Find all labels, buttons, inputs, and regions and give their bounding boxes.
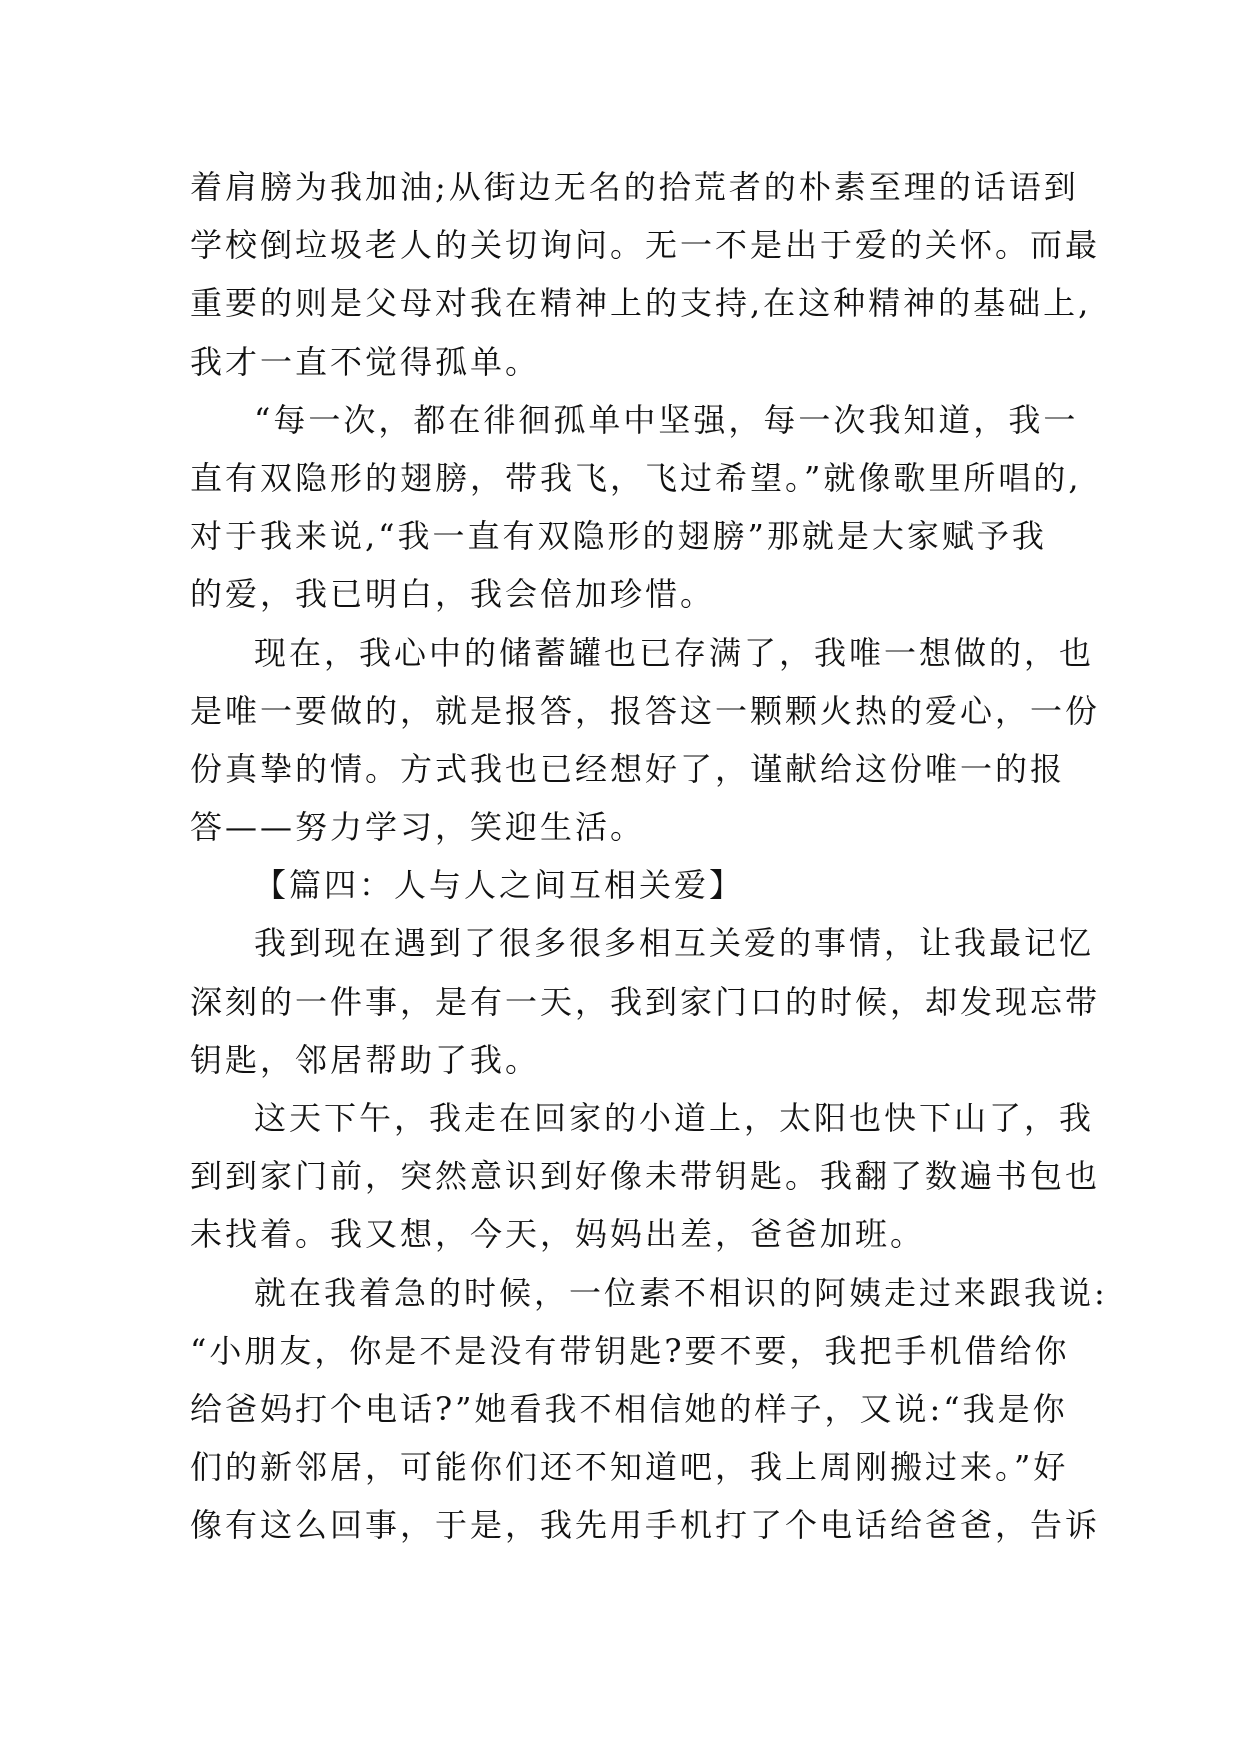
text-line: 我到现在遇到了很多很多相互关爱的事情，让我最记忆 — [254, 924, 1095, 963]
text-line: 深刻的一件事，是有一天，我到家门口的时候，却发现忘带 — [190, 982, 1101, 1021]
text-line: 对于我来说,“我一直有双隐形的翅膀”那就是大家赋予我 — [190, 517, 1047, 556]
text-line: 答——努力学习，笑迎生活。 — [190, 808, 646, 847]
text-line: 给爸妈打个电话?”她看我不相信她的样子，又说:“我是你 — [190, 1389, 1068, 1428]
text-line: 的爱，我已明白，我会倍加珍惜。 — [190, 575, 716, 614]
text-line: 像有这么回事，于是，我先用手机打了个电话给爸爸，告诉 — [190, 1506, 1101, 1545]
section-heading: 【篇四：人与人之间互相关爱】 — [254, 866, 745, 905]
text-line: 份真挚的情。方式我也已经想好了，谨献给这份唯一的报 — [190, 749, 1066, 788]
text-line: 们的新邻居，可能你们还不知道吧，我上周刚搬过来。”好 — [190, 1448, 1069, 1487]
text-line: 钥匙，邻居帮助了我。 — [190, 1040, 541, 1079]
text-line: 现在，我心中的储蓄罐也已存满了，我唯一想做的，也 — [254, 633, 1095, 672]
text-line: “小朋友，你是不是没有带钥匙?要不要，我把手机借给你 — [190, 1331, 1070, 1370]
text-line: 重要的则是父母对我在精神上的支持,在这种精神的基础上, — [190, 284, 1092, 323]
text-line: 这天下午，我走在回家的小道上，太阳也快下山了，我 — [254, 1099, 1095, 1137]
text-line: 直有双隐形的翅膀，带我飞，飞过希望。”就像歌里所唱的, — [190, 458, 1082, 497]
text-line: 到到家门前，突然意识到好像未带钥匙。我翻了数遍书包也 — [190, 1157, 1101, 1196]
text-line: 我才一直不觉得孤单。 — [190, 342, 541, 381]
text-line: 着肩膀为我加油;从街边无名的拾荒者的朴素至理的话语到 — [190, 168, 1079, 206]
text-line: “每一次，都在徘徊孤单中坚强，每一次我知道，我一 — [254, 400, 1079, 439]
text-line: 就在我着急的时候，一位素不相识的阿姨走过来跟我说: — [254, 1273, 1108, 1312]
text-line: 是唯一要做的，就是报答，报答这一颗颗火热的爱心，一份 — [190, 691, 1101, 730]
text-line: 学校倒垃圾老人的关切询问。无一不是出于爱的关怀。而最 — [190, 226, 1101, 265]
body-text — [190, 158, 1108, 1555]
text-line: 未找着。我又想，今天，妈妈出差，爸爸加班。 — [190, 1215, 926, 1254]
